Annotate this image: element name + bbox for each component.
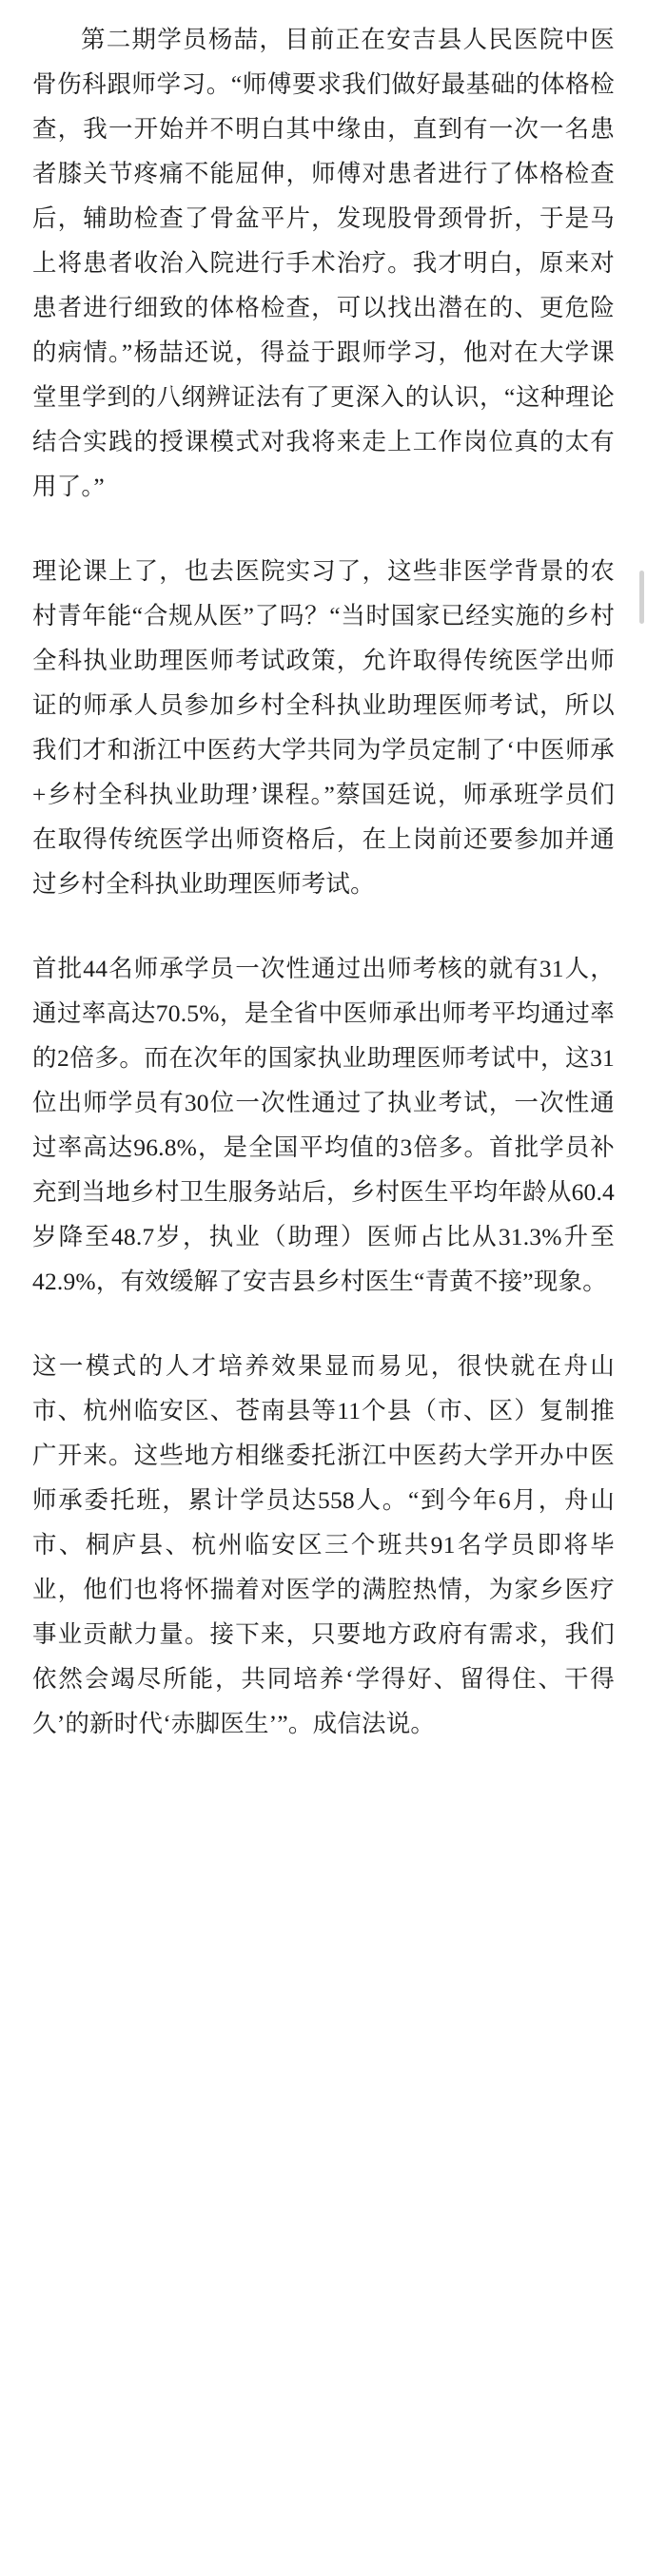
paragraph-3: 首批44名师承学员一次性通过出师考核的就有31人，通过率高达70.5%，是全省中医师承出师考平均通过率的2倍多。而在次年的国家执业助理医师考试中，这31位出师学员有30位一次性通过了执业考试，一次性通过率高达96.8%，是全国平均值的3倍多。首批学员补充到当地乡村卫生服务站后，乡村医生平均年龄从60.4岁降至48.7岁，执业（助理）医师占比从31.3%升至42.9%，有效缓解了安吉县乡村医生“青黄不接”现象。 (32, 955, 615, 1295)
paragraph-2: 理论课上了，也去医院实习了，这些非医学背景的农村青年能“合规从医”了吗？“当时国家已经实施的乡村全科执业助理医师考试政策，允许取得传统医学出师证的师承人员参加乡村全科执业助理医师考试，所以我们才和浙江中医药大学共同为学员定制了‘中医师承+乡村全科执业助理’课程。”蔡国廷说，师承班学员们在取得传统医学出师资格后，在上岗前还要参加并通过乡村全科执业助理医师考试。 (32, 557, 615, 898)
paragraph-4: 这一模式的人才培养效果显而易见，很快就在舟山市、杭州临安区、苍南县等11个县（市、区）复制推广开来。这些地方相继委托浙江中医药大学开办中医师承委托班，累计学员达558人。“到今年6月，舟山市、桐庐县、杭州临安区三个班共91名学员即将毕业，他们也将怀揣着对医学的满腔热情，为家乡医疗事业贡献力量。接下来，只要地方政府有需求，我们依然会竭尽所能，共同培养‘学得好、留得住、干得久’的新时代‘赤脚医生’”。成信法说。 (32, 1352, 615, 1737)
vertical-scrollbar-thumb[interactable] (639, 571, 644, 624)
paragraph-1: 第二期学员杨喆，目前正在安吉县人民医院中医骨伤科跟师学习。“师傅要求我们做好最基础的体格检查，我一开始并不明白其中缘由，直到有一次一名患者膝关节疼痛不能屈伸，师傅对患者进行了体格检查后，辅助检查了骨盆平片，发现股骨颈骨折，于是马上将患者收治入院进行手术治疗。我才明白，原来对患者进行细致的体格检查，可以找出潜在的、更危险的病情。”杨喆还说，得益于跟师学习，他对在大学课堂里学到的八纲辨证法有了更深入的认识，“这种理论结合实践的授课模式对我将来走上工作岗位真的太有用了。” (32, 26, 615, 500)
